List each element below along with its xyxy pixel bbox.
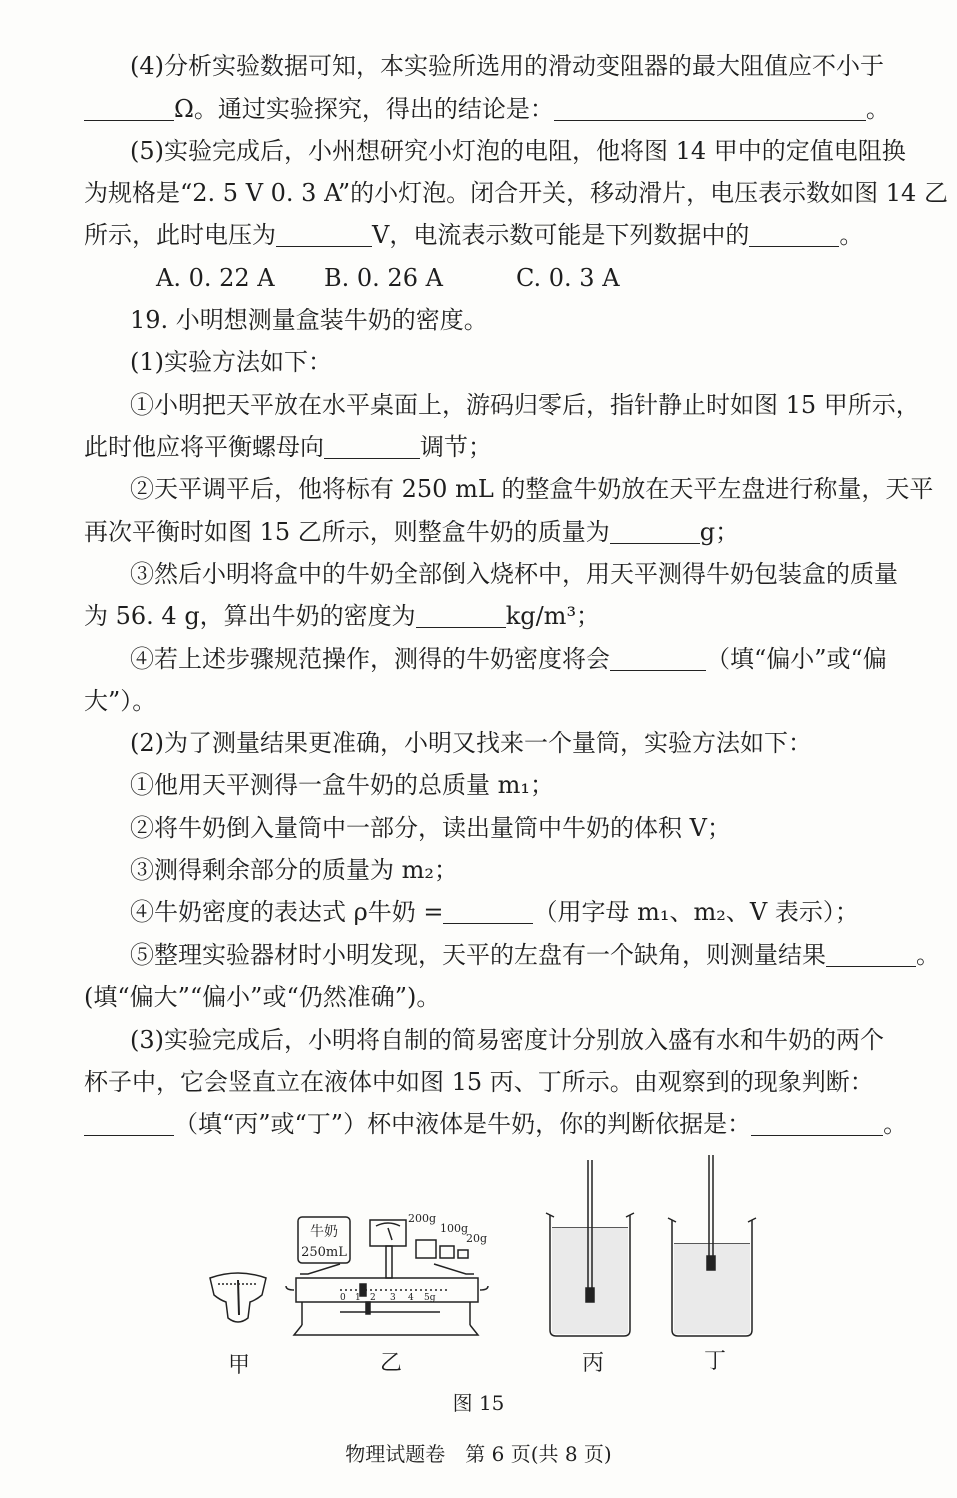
scale-tick-5g: 5g xyxy=(424,1293,436,1303)
q19-2-step1: ①他用天平测得一盒牛奶的总质量 m₁； xyxy=(130,771,555,799)
answer-blank[interactable] xyxy=(749,222,839,247)
answer-blank[interactable] xyxy=(554,96,866,121)
answer-blank[interactable] xyxy=(84,96,174,121)
q19-2-step2: ②将牛奶倒入量筒中一部分，读出量筒中牛奶的体积 V； xyxy=(130,814,731,842)
scale-tick-2: 2 xyxy=(370,1293,376,1303)
q19-1-step4b: 大”）。 xyxy=(84,687,157,715)
scale-tick-0: 0 xyxy=(340,1293,346,1303)
q18-5-line1: (5)实验完成后，小州想研究小灯泡的电阻，他将图 14 甲中的定值电阻换 xyxy=(130,137,906,165)
q19-2-step3: ③测得剩余部分的质量为 m₂； xyxy=(130,856,459,884)
answer-blank[interactable] xyxy=(276,222,372,247)
figure-label-bing: 丙 xyxy=(582,1351,605,1376)
milk-box-label-2: 250mL xyxy=(301,1245,347,1260)
figure-label-ding: 丁 xyxy=(704,1349,727,1374)
figure-label-yi: 乙 xyxy=(380,1351,403,1376)
q19-3-line3: （填“丙”或“丁”）杯中液体是牛奶，你的判断依据是： 。 xyxy=(84,1108,897,1140)
figure-15-drawing xyxy=(190,1150,770,1350)
figure-label-jia: 甲 xyxy=(228,1353,251,1378)
q18-5-line2: 为规格是“2. 5 V 0. 3 A”的小灯泡。闭合开关，移动滑片，电压表示数如图 14 乙 xyxy=(84,179,948,207)
page-footer: 物理试题卷 第 6 页(共 8 页) xyxy=(345,1442,612,1466)
q18-5-options xyxy=(156,262,897,294)
option-a: A. 0. 22 A xyxy=(156,264,275,292)
answer-blank[interactable] xyxy=(826,942,916,967)
milk-box-label-1: 牛奶 xyxy=(310,1224,338,1240)
answer-blank[interactable] xyxy=(610,519,700,544)
answer-blank[interactable] xyxy=(610,646,706,671)
q19-1-step3b: 为 56. 4 g，算出牛奶的密度为 kg/m³； xyxy=(84,602,601,630)
scale-tick-4: 4 xyxy=(408,1293,414,1303)
weight-200g: 200g xyxy=(408,1212,437,1225)
q18-5-line3: 所示，此时电压为 V，电流表示数可能是下列数据中的 。 xyxy=(84,221,864,249)
scale-tick-1: 1 xyxy=(355,1293,361,1303)
q19-1-step3a: ③然后小明将盒中的牛奶全部倒入烧杯中，用天平测得牛奶包装盒的质量 xyxy=(130,560,898,588)
q19-2-heading: (2)为了测量结果更准确，小明又找来一个量筒，实验方法如下： xyxy=(130,729,812,757)
q19-1-step1b: 此时他应将平衡螺母向 调节； xyxy=(84,433,492,461)
q19-2-step4: ④牛奶密度的表达式 ρ牛奶 = （用字母 m₁、m₂、V 表示）； xyxy=(130,898,859,926)
q19-3-line2: 杯子中，它会竖直立在液体中如图 15 丙、丁所示。由观察到的现象判断： xyxy=(84,1068,874,1096)
option-b: B. 0. 26 A xyxy=(324,264,443,292)
weight-100g: 100g xyxy=(440,1222,469,1235)
q19-1-step2a: ②天平调平后，他将标有 250 mL 的整盒牛奶放在天平左盘进行称量，天平 xyxy=(130,475,934,503)
q19-1-step4a: ④若上述步骤规范操作，测得的牛奶密度将会 （填“偏小”或“偏 xyxy=(130,645,887,673)
q19-1-heading: (1)实验方法如下： xyxy=(130,348,332,376)
figure-15 xyxy=(190,1150,770,1390)
balance-pointer-dial xyxy=(210,1273,266,1322)
q18-4-line2: Ω。通过实验探究，得出的结论是： 。 xyxy=(84,93,897,125)
weight-20g: 20g xyxy=(466,1232,488,1245)
scale-tick-3: 3 xyxy=(390,1293,396,1303)
q19-2-step5b: (填“偏大”“偏小”或“仍然准确”)。 xyxy=(84,983,441,1011)
beaker-ding xyxy=(668,1155,756,1336)
q19-1-step1a: ①小明把天平放在水平桌面上，游码归零后，指针静止时如图 15 甲所示， xyxy=(130,391,920,419)
q19-3-line1: (3)实验完成后，小明将自制的简易密度计分别放入盛有水和牛奶的两个 xyxy=(130,1026,884,1054)
beaker-bing xyxy=(546,1160,634,1336)
q18-4-line1: (4)分析实验数据可知，本实验所选用的滑动变阻器的最大阻值应不小于 xyxy=(130,52,884,80)
figure-caption: 图 15 xyxy=(452,1391,505,1415)
option-c: C. 0. 3 A xyxy=(516,264,620,292)
answer-blank[interactable] xyxy=(84,1111,174,1136)
q19-1-step2b: 再次平衡时如图 15 乙所示，则整盒牛奶的质量为 g； xyxy=(84,518,740,546)
answer-blank[interactable] xyxy=(324,434,420,459)
answer-blank[interactable] xyxy=(416,603,506,628)
answer-blank[interactable] xyxy=(751,1111,883,1136)
q19-title: 19. 小明想测量盒装牛奶的密度。 xyxy=(130,306,488,334)
answer-blank[interactable] xyxy=(443,899,533,924)
q19-2-step5: ⑤整理实验器材时小明发现，天平的左盘有一个缺角，则测量结果 。 xyxy=(130,941,940,969)
